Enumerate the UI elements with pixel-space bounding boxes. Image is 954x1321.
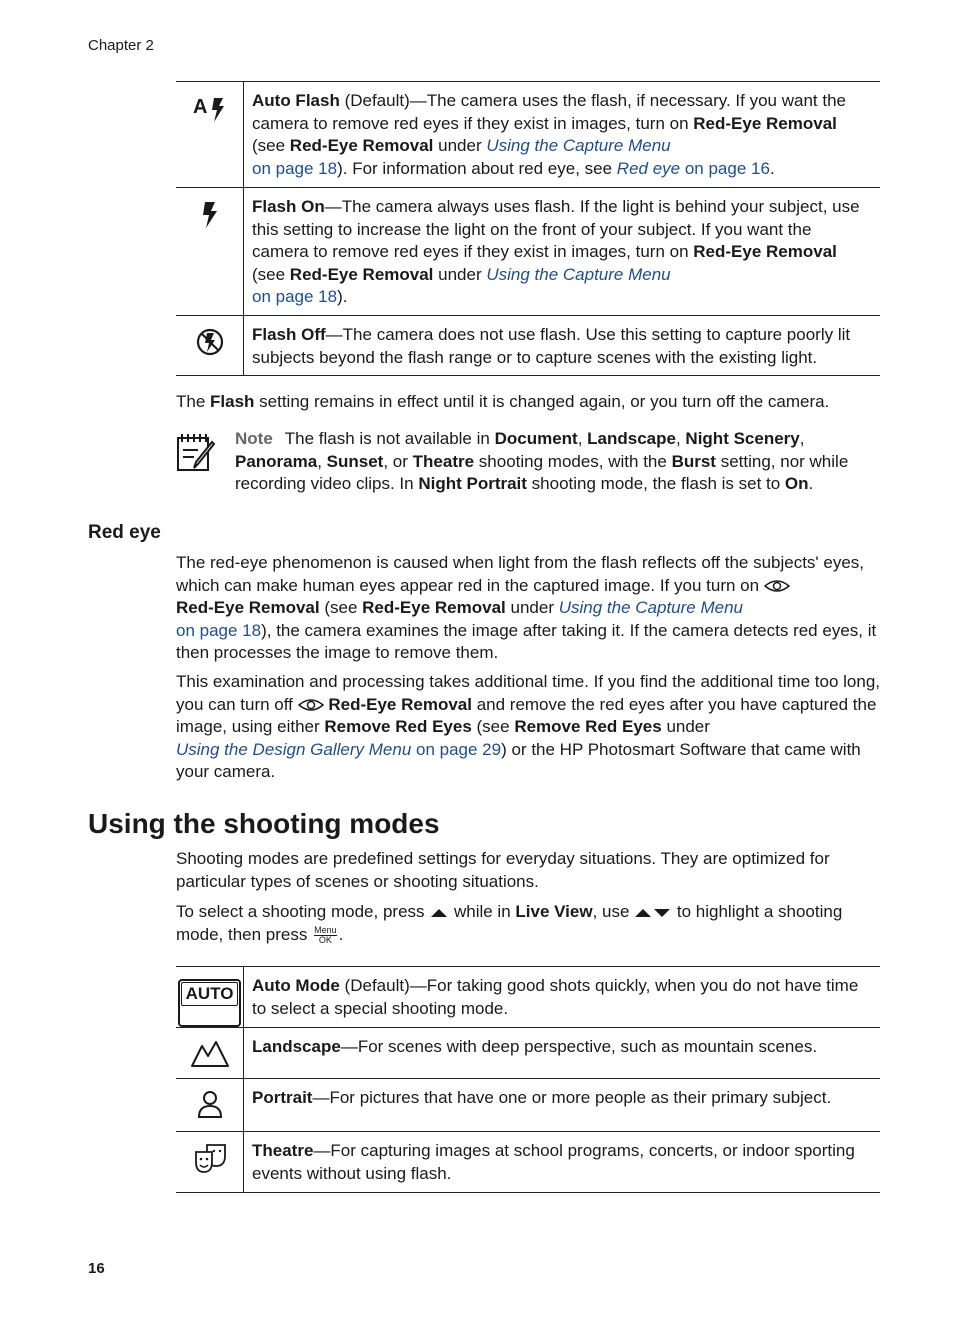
text: . <box>338 924 344 944</box>
shooting-modes-heading: Using the shooting modes <box>88 808 440 839</box>
red-eye-removal-term: Red-Eye Removal <box>362 598 506 617</box>
text: —For pictures that have one or more people as their primary subject. <box>312 1088 832 1107</box>
remove-red-eyes-term: Remove Red Eyes <box>514 717 662 736</box>
text: (see <box>471 717 515 736</box>
mode-term: Theatre <box>412 451 475 471</box>
table-row <box>176 1132 880 1193</box>
mode-term: Night Portrait <box>418 474 527 493</box>
page-link[interactable]: on page 16 <box>680 158 770 178</box>
text: setting, nor while recording video clips. In <box>235 451 849 493</box>
mode-title: Theatre <box>252 1141 314 1160</box>
text: (see <box>319 598 363 617</box>
flash-setting-paragraph <box>176 391 886 414</box>
icon-cell <box>176 82 244 187</box>
text: . <box>769 158 775 178</box>
text: , <box>317 451 327 471</box>
red-eye-paragraph-1 <box>176 552 886 665</box>
page-number: 16 <box>88 1260 105 1277</box>
design-gallery-menu-link[interactable]: Using the Design Gallery Menu <box>176 739 412 759</box>
text: —The camera does not use flash. Use this setting to capture poorly lit subjects beyond the flash range or to capture scenes with the existing light. <box>252 325 851 367</box>
text: under <box>661 717 710 736</box>
landscape-icon <box>190 1038 230 1068</box>
up-down-arrows-icon <box>634 907 672 919</box>
text: , <box>675 429 686 448</box>
red-eye-icon <box>298 698 324 712</box>
icon-cell <box>176 1132 244 1192</box>
text: ), the camera examines the image after taking it. If the camera detects red eyes, it then processes the image to remove them. <box>176 620 877 662</box>
red-eye-heading: Red eye <box>88 522 161 543</box>
red-eye-removal-term: Red-Eye Removal <box>176 598 320 617</box>
auto-icon-label: AUTO <box>181 982 239 1006</box>
chapter-header: Chapter 2 <box>88 37 154 54</box>
shooting-modes-table <box>176 966 880 1193</box>
page-link[interactable]: on page 18 <box>252 287 338 306</box>
text: setting remains in effect until it is changed again, or you turn off the camera. <box>254 392 830 411</box>
capture-menu-link[interactable]: Using the Capture Menu <box>558 598 743 617</box>
shooting-paragraph-2 <box>176 901 886 946</box>
note-icon <box>176 432 218 474</box>
icon-cell <box>176 316 244 375</box>
text: (see <box>252 136 290 155</box>
mode-term: Panorama <box>235 451 318 471</box>
flash-on-description <box>244 188 880 315</box>
auto-flash-description <box>244 82 880 187</box>
table-row <box>176 1079 880 1132</box>
red-eye-removal-term: Red-Eye Removal <box>693 242 837 261</box>
flash-term: Flash <box>210 392 255 411</box>
text: under <box>505 598 559 617</box>
text: , <box>799 429 805 448</box>
mode-term: Sunset <box>326 451 384 471</box>
red-eye-removal-term: Red-Eye Removal <box>693 113 837 133</box>
mode-title: Flash Off <box>252 325 326 344</box>
text: (Default)—For taking good shots quickly, when you do not have time to select a special shooting mode. <box>252 976 859 1018</box>
theatre-description <box>244 1132 880 1192</box>
ok-label: OK <box>318 934 332 945</box>
shooting-paragraph-1: Shooting modes are predefined settings for everyday situations. They are optimized for particular types of scenes or shooting situations. <box>176 849 830 891</box>
auto-flash-icon <box>193 92 227 124</box>
text: —For capturing images at school programs, concerts, or indoor sporting events without using flash. <box>252 1141 855 1183</box>
text: —The camera always uses flash. If the light is behind your subject, use this setting to increase the light on the front of your subject. If you want the camera to remove red eyes if they exist in images, turn on <box>252 197 860 261</box>
red-eye-link[interactable]: Red eye <box>616 158 681 178</box>
red-eye-removal-term: Red-Eye Removal <box>289 136 434 155</box>
note-label: Note <box>235 429 273 448</box>
theatre-icon <box>193 1142 227 1174</box>
menu-ok-icon <box>314 926 337 945</box>
text: To select a shooting mode, press <box>176 902 430 921</box>
icon-cell <box>176 1079 244 1131</box>
red-eye-paragraph-2 <box>176 671 886 784</box>
text: , use <box>592 902 635 921</box>
text: under <box>433 136 487 155</box>
flash-on-icon <box>200 198 220 230</box>
flash-modes-table <box>176 81 880 376</box>
icon-cell <box>176 188 244 315</box>
text: This examination and processing takes additional time. If you find the additional time too long, you can turn off <box>176 672 881 714</box>
text: The red-eye phenomenon is caused when light from the flash reflects off the subjects' eyes, which can make human eyes appear red in the captured image. If you turn on <box>176 553 865 595</box>
text: under <box>433 264 487 284</box>
menu-label: Menu <box>314 924 337 935</box>
portrait-description <box>244 1079 880 1131</box>
text: . <box>808 474 814 493</box>
text: (Default)—The camera uses the flash, if necessary. If you want the camera to remove red eyes if they exist in images, turn on <box>252 91 846 133</box>
table-row <box>176 316 880 376</box>
mode-title: Auto Flash <box>252 91 340 110</box>
live-view-term: Live View <box>515 902 593 921</box>
page-link[interactable]: on page 29 <box>411 739 502 759</box>
mode-term: Night Scenery <box>685 429 800 448</box>
text: ). <box>337 287 348 306</box>
mode-term: On <box>784 474 809 493</box>
icon-cell <box>176 967 244 1027</box>
mode-title: Flash On <box>252 197 325 216</box>
capture-menu-link[interactable]: Using the Capture Menu <box>486 136 671 155</box>
text: , or <box>383 451 413 471</box>
mode-title: Portrait <box>252 1088 313 1107</box>
flash-off-description <box>244 316 880 375</box>
page-link[interactable]: on page 18 <box>252 158 338 178</box>
red-eye-removal-term: Red-Eye Removal <box>328 694 472 714</box>
table-row <box>176 188 880 316</box>
text: while in <box>449 902 516 921</box>
text: ). For information about red eye, see <box>337 158 617 178</box>
mode-term: Document <box>494 429 578 448</box>
landscape-description <box>244 1028 880 1078</box>
svg-text:A: A <box>192 96 207 118</box>
text: The <box>176 392 211 411</box>
text: ) or the HP Photosmart Software that came with your camera. <box>176 739 861 781</box>
mode-term: Landscape <box>587 429 676 448</box>
table-row <box>176 1028 880 1079</box>
auto-mode-icon <box>178 979 242 1027</box>
capture-menu-link[interactable]: Using the Capture Menu <box>486 264 671 284</box>
page-link[interactable]: on page 18 <box>176 620 262 640</box>
text: shooting modes, with the <box>474 451 672 471</box>
text: to highlight a shooting mode, then press <box>176 902 843 944</box>
text: , <box>577 429 588 448</box>
text: —For scenes with deep perspective, such as mountain scenes. <box>340 1037 818 1056</box>
text: The flash is not available in <box>284 429 495 448</box>
icon-cell <box>176 1028 244 1078</box>
text: (see <box>252 264 290 284</box>
table-row <box>176 81 880 188</box>
text: shooting mode, the flash is set to <box>526 474 785 493</box>
red-eye-icon <box>764 579 790 593</box>
text: and remove the red eyes after you have captured the image, using either <box>176 694 877 736</box>
note-paragraph <box>235 428 885 496</box>
mode-title: Auto Mode <box>252 976 340 995</box>
portrait-icon <box>195 1089 225 1119</box>
mode-title: Landscape <box>252 1037 341 1056</box>
flash-off-icon <box>194 326 226 358</box>
table-row <box>176 966 880 1028</box>
auto-mode-description <box>244 967 880 1027</box>
mode-term: Burst <box>671 451 716 471</box>
red-eye-removal-term: Red-Eye Removal <box>289 264 434 284</box>
remove-red-eyes-term: Remove Red Eyes <box>324 717 472 736</box>
up-arrow-icon <box>429 907 449 919</box>
